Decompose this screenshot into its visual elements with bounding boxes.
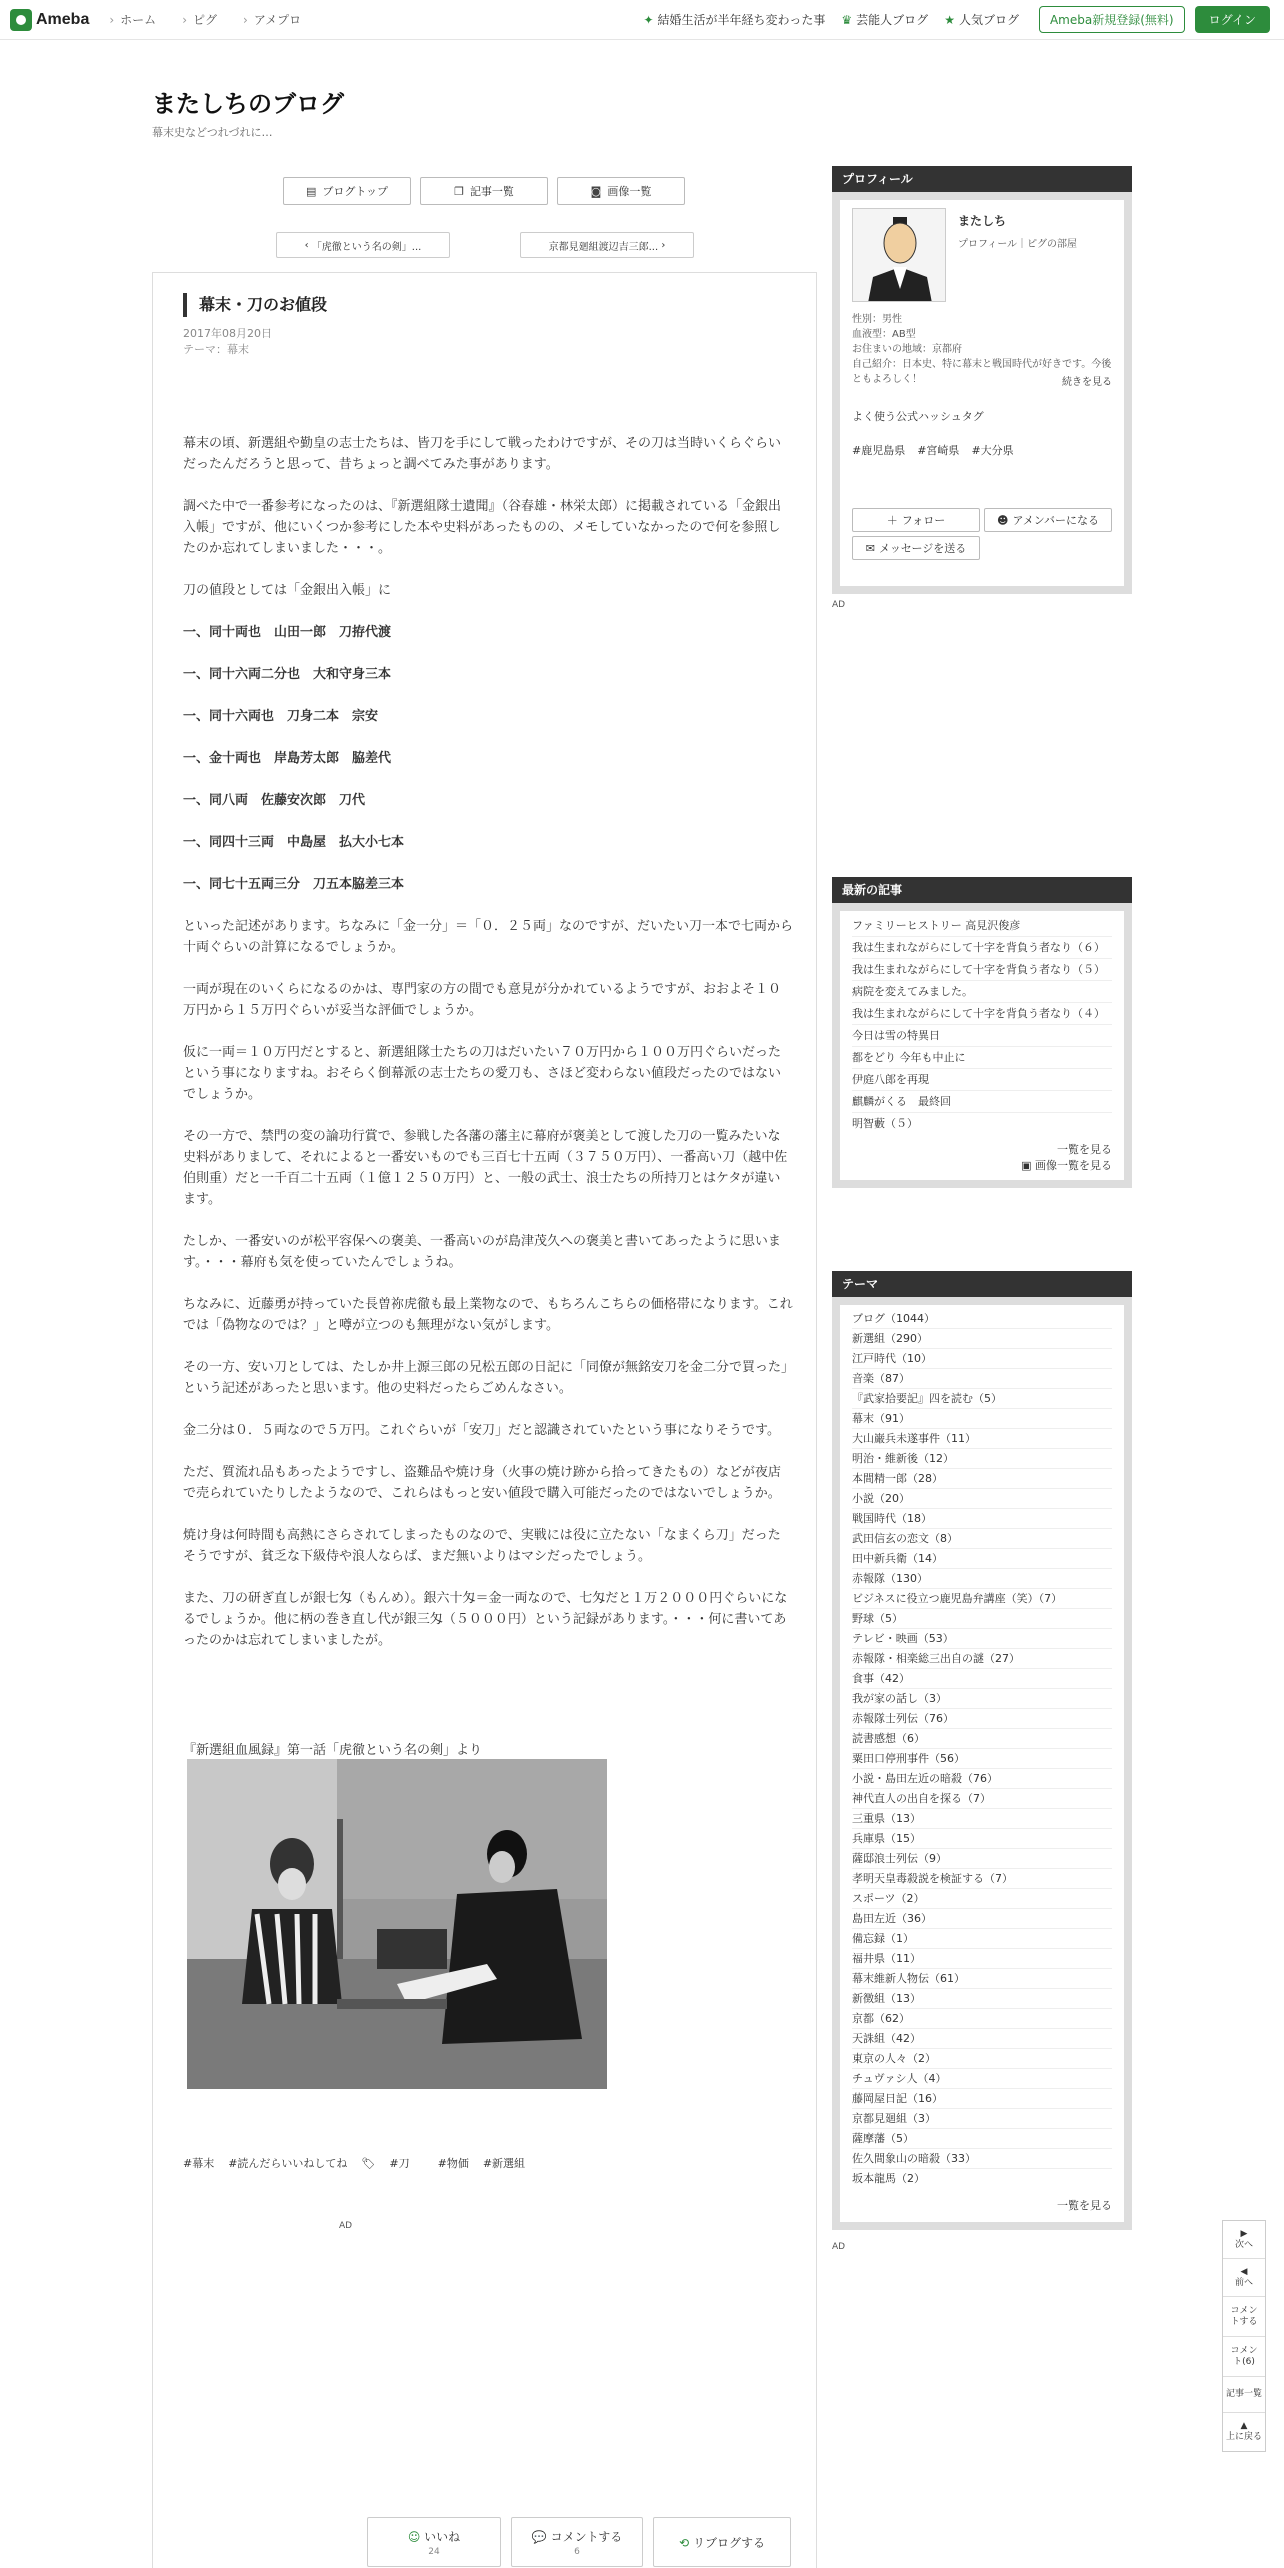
profile-links[interactable]: プロフィール｜ピグの部屋 <box>958 239 1077 250</box>
entry-list-label: 記事一覧 <box>469 185 514 198</box>
comment-write-float[interactable]: コメントする <box>1223 2297 1265 2337</box>
image-list-button[interactable] <box>557 177 685 205</box>
prev-entry-link[interactable] <box>276 232 450 258</box>
image-icon: ▣ <box>1021 1159 1035 1172</box>
hashtag[interactable]: #幕末 <box>183 2157 215 2170</box>
camera-icon: ◙ <box>590 184 602 198</box>
theme-link[interactable]: 島田左近（36） <box>852 1909 1112 1929</box>
back-to-top-float[interactable] <box>1223 2413 1265 2451</box>
next-entry-link[interactable] <box>520 232 694 258</box>
prev-entry-float[interactable] <box>1223 2259 1265 2297</box>
comment-button-row <box>532 2528 622 2545</box>
blog-description: 幕末史などつれづれに… <box>152 126 273 139</box>
mail-icon: ✉ <box>865 541 875 555</box>
recent-entry-link[interactable]: 麒麟がくる 最終回 <box>852 1091 1112 1113</box>
message-label: メッセージを送る <box>878 542 967 555</box>
users-icon: ☻ <box>996 513 1009 527</box>
header-link-trend[interactable] <box>643 11 825 28</box>
theme-link[interactable]: 備忘録（1） <box>852 1929 1112 1949</box>
speech-bubble-icon: 💬 <box>531 2529 547 2544</box>
article-paragraph: 調べた中で一番参考になったのは、『新選組隊士遺聞』（谷春雄・林栄太郎）に掲載されている「金銀出入帳」ですが、他にいくつか参考にした本や史料があったものの、メモしていなかったので何を参照したのか忘れてしまいました・・・。 <box>183 499 782 556</box>
play-icon: ▶ <box>1240 2228 1248 2239</box>
amember-button[interactable] <box>984 508 1112 532</box>
recent-entry-link[interactable]: 我は生まれながらにして十字を背負う者なり（４） <box>852 1003 1112 1025</box>
article-price-line: 一、同十六両二分也 大和守身三本 <box>183 667 392 682</box>
theme-link[interactable]: 福井県（11） <box>852 1949 1112 1969</box>
nav-pigg[interactable]: › ピグ <box>182 11 217 28</box>
profile-hashtags <box>852 442 1112 458</box>
register-button[interactable]: Ameba新規登録(無料) <box>1039 6 1185 33</box>
recent-box <box>832 903 1132 1188</box>
theme-link[interactable]: 兵庫県（15） <box>852 1829 1112 1849</box>
article-price-line: 一、同七十五両三分 刀五本脇差三本 <box>183 877 405 892</box>
header-link-celeb-label: 芸能人ブログ <box>856 13 929 27</box>
recent-entry-link[interactable]: 我は生まれながらにして十字を背負う者なり（５） <box>852 959 1112 981</box>
article-price-line: 一、金十両也 岸島芳太郎 脇差代 <box>183 751 392 766</box>
profile-info <box>958 208 1077 302</box>
sparkle-icon: ✦ <box>643 12 654 27</box>
image-list-label: 画像一覧 <box>607 185 652 198</box>
next-entry-float[interactable] <box>1223 2221 1265 2259</box>
theme-link[interactable]: 江戸時代（10） <box>852 1349 1112 1369</box>
theme-link[interactable]: 食事（42） <box>852 1669 1112 1689</box>
recent-entry-link[interactable]: 病院を変えてみました。 <box>852 981 1112 1003</box>
like-button[interactable] <box>367 2517 501 2567</box>
floating-nav <box>1222 2220 1266 2452</box>
chevron-right-icon: › <box>658 239 666 251</box>
prev-entry-label: 「虎徹という名の剣」... <box>311 241 422 253</box>
article-paragraph: ただ、質流れ品もあったようですし、盗難品や焼け身（火事の焼け跡から拾ってきたもの）などが夜店で売られていたりしたようなので、これらはもっと安い値段で購入可能だったのではないでしょうか。 <box>183 1465 781 1501</box>
hashtag[interactable] <box>361 2155 423 2171</box>
article-paragraph: 刀の値段としては「金銀出入帳」に <box>183 583 392 598</box>
theme-link[interactable]: 薩摩藩（5） <box>852 2129 1112 2149</box>
profile-box <box>832 192 1132 594</box>
theme-link[interactable]: 赤報隊・相楽総三出自の謎（27） <box>852 1649 1112 1669</box>
article-paragraph: 幕末の頃、新選組や勤皇の志士たちは、皆刀を手にして戦ったわけですが、その刀は当時いくらぐらいだったんだろうと思って、昔ちょっと調べてみた事があります。 <box>183 436 782 472</box>
ameba-logo[interactable] <box>10 9 89 31</box>
next-float-label: 次へ <box>1234 2239 1253 2250</box>
nav-home[interactable]: › ホーム <box>109 11 156 28</box>
theme-link[interactable]: 佐久間象山の暗殺（33） <box>852 2149 1112 2169</box>
hashtag[interactable]: #読んだらいいねしてね <box>228 2157 348 2170</box>
star-icon: ★ <box>944 12 955 27</box>
article-paragraph: といった記述があります。ちなみに「金一分」＝「０．２５両」なのですが、だいたい刀一本で七両から十両ぐらいの計算になるでしょうか。 <box>183 919 793 955</box>
theme-link[interactable]: 田中新兵衛（14） <box>852 1549 1112 1569</box>
theme-link[interactable]: 武田信玄の恋文（8） <box>852 1529 1112 1549</box>
back-icon: ◀ <box>1240 2266 1248 2277</box>
article-theme-label: テーマ：幕末 <box>183 343 249 356</box>
side-ad-label-2: AD <box>832 2242 846 2252</box>
hashtag-label: #刀 <box>389 2157 410 2170</box>
profile-intro: 自己紹介：日本史、特に幕末と戦国時代が好きです。今後ともよろしく！ <box>852 359 1112 385</box>
theme-link[interactable]: 神代直人の出自を探る（7） <box>852 1789 1112 1809</box>
header-right <box>627 6 1270 33</box>
theme-link[interactable]: チュヴァシ人（4） <box>852 2069 1112 2089</box>
header-link-popular[interactable] <box>944 11 1019 28</box>
article <box>152 272 817 2568</box>
theme-link[interactable]: 三重県（13） <box>852 1809 1112 1829</box>
theme-link[interactable]: ブログ（1044） <box>852 1309 1112 1329</box>
top-float-label: 上に戻る <box>1225 2432 1262 2442</box>
recent-entries-widget <box>832 877 1132 1188</box>
theme-link[interactable]: 大山巌兵未遂事件（11） <box>852 1429 1112 1449</box>
film-still-image <box>187 1759 607 2089</box>
profile-header: プロフィール <box>832 166 1132 192</box>
nav-amepro[interactable]: › アメプロ <box>243 11 301 28</box>
login-button[interactable]: ログイン <box>1195 6 1270 33</box>
profile-name[interactable]: またしち <box>958 214 1007 228</box>
profile-hashtag[interactable]: #大分県 <box>971 444 1014 457</box>
blog-top-label: ブログトップ <box>322 185 389 198</box>
theme-link[interactable]: 薩邸浪士列伝（9） <box>852 1849 1112 1869</box>
theme-link[interactable]: 孝明天皇毒殺説を検証する（7） <box>852 1869 1112 1889</box>
ameba-logo-icon <box>10 9 32 31</box>
hashtag[interactable]: #物価 <box>437 2157 469 2170</box>
theme-link[interactable]: 音楽（87） <box>852 1369 1112 1389</box>
themes-header: テーマ <box>832 1271 1132 1297</box>
theme-link[interactable]: 明治・維新後（12） <box>852 1449 1112 1469</box>
recent-entry-link[interactable]: 伊庭八郎を再現 <box>852 1069 1112 1091</box>
entry-list-button[interactable] <box>420 177 548 205</box>
next-entry-label: 京都見廻組渡辺吉三郎... <box>548 241 659 253</box>
like-count: 24 <box>428 2546 440 2557</box>
recent-images-label: 画像一覧を見る <box>1035 1159 1112 1172</box>
up-arrow-icon: ▲ <box>1240 2421 1248 2431</box>
blog-top-button[interactable] <box>283 177 411 205</box>
article-paragraph: 仮に一両＝１０万円だとすると、新選組隊士たちの刀はだいたい７０万円から１００万円ぐらいだったという事になりますね。おそらく倒幕派の志士たちの愛刀も、さほど変わらない値段だったのではないでしょうか。 <box>183 1045 782 1102</box>
theme-link[interactable]: 京都見廻組（3） <box>852 2109 1112 2129</box>
theme-link[interactable]: 新徴組（13） <box>852 1989 1112 2009</box>
samurai-avatar-image <box>853 209 946 302</box>
theme-link[interactable]: 赤報隊士列伝（76） <box>852 1709 1112 1729</box>
header-link-celeb[interactable] <box>841 11 928 28</box>
recent-entry-link[interactable]: 明智藪（５） <box>852 1117 918 1130</box>
theme-link[interactable]: 新選組（290） <box>852 1329 1112 1349</box>
comment-label: コメントする <box>550 2529 623 2544</box>
follow-button[interactable] <box>852 508 980 532</box>
crown-icon: ♛ <box>841 12 853 27</box>
reblog-icon: ⟲ <box>679 2535 690 2550</box>
themes-more-wrap <box>840 2190 1124 2222</box>
article-price-line: 一、同四十三両 中島屋 払大小七本 <box>183 835 405 850</box>
blog-title[interactable]: またしちのブログ <box>152 90 344 118</box>
theme-link[interactable]: 小説（20） <box>852 1489 1112 1509</box>
theme-link[interactable]: テレビ・映画（53） <box>852 1629 1112 1649</box>
profile-widget <box>832 166 1132 610</box>
global-header <box>0 0 1284 40</box>
recent-more-link[interactable]: 一覧を見る <box>1057 1143 1112 1156</box>
profile-inner <box>840 200 1124 586</box>
ad-label: AD <box>339 2221 353 2231</box>
themes-widget <box>832 1271 1132 2252</box>
recent-entry-link[interactable]: 都をどり 今年も中止に <box>852 1047 1112 1069</box>
prev-float-label: 前へ <box>1234 2277 1253 2288</box>
article-paragraph: その一方、安い刀としては、たしか井上源三郎の兄松五郎の日記に「同僚が無銘安刀を金二分で買った」という記述があったと思います。他の史料だったらごめんなさい。 <box>183 1360 788 1396</box>
recent-entry-link[interactable]: 今日は雪の特異日 <box>852 1025 1112 1047</box>
theme-link[interactable]: ビジネスに役立つ鹿児島弁講座（笑）（7） <box>852 1589 1112 1609</box>
like-button-row <box>408 2528 460 2545</box>
hashtag-title: よく使う公式ハッシュタグ <box>852 410 984 423</box>
profile-gender: 性別：男性 <box>852 314 902 325</box>
follow-label: フォロー <box>901 514 946 527</box>
article-actions <box>367 2517 801 2567</box>
theme-link[interactable]: 東京の人々（2） <box>852 2049 1112 2069</box>
article-paragraph: 焼け身は何時間も高熱にさらされてしまったものなので、実戦には役に立たない「なまくら刀」だったそうですが、貧乏な下級侍や浪人ならば、まだ無いよりはマシだったでしょう。 <box>183 1528 781 1564</box>
recent-images-link[interactable] <box>852 1158 1112 1174</box>
reblog-button-row <box>679 2534 765 2551</box>
theme-link[interactable]: 幕末（91） <box>852 1409 1112 1429</box>
comment-count: 6 <box>574 2546 580 2557</box>
recent-header: 最新の記事 <box>832 877 1132 903</box>
ameba-logo-text: Ameba <box>36 10 90 28</box>
message-button[interactable] <box>852 536 980 560</box>
themes-list <box>840 1305 1124 2190</box>
theme-link[interactable]: 小説・島田左近の暗殺（76） <box>852 1769 1112 1789</box>
header-link-popular-label: 人気ブログ <box>958 13 1019 27</box>
themes-more-link[interactable]: 一覧を見る <box>1057 2199 1112 2212</box>
smile-icon: ☺ <box>407 2529 421 2544</box>
article-price-line: 一、同八両 佐藤安次郎 刀代 <box>183 793 366 808</box>
entry-list-float[interactable]: 記事一覧 <box>1223 2377 1265 2413</box>
theme-link[interactable]: 戦国時代（18） <box>852 1509 1112 1529</box>
document-icon: ▤ <box>305 184 317 198</box>
theme-link[interactable]: 粟田口停刑事件（56） <box>852 1749 1112 1769</box>
themes-box <box>832 1297 1132 2230</box>
theme-link[interactable]: 幕末維新人物伝（61） <box>852 1969 1112 1989</box>
theme-link[interactable]: 京都（62） <box>852 2009 1112 2029</box>
profile-top <box>852 208 1112 302</box>
side-ad-label: AD <box>832 600 846 610</box>
theme-link[interactable]: 坂本龍馬（2） <box>852 2172 925 2185</box>
global-nav <box>109 11 327 28</box>
chevron-left-icon: ‹ <box>304 239 312 251</box>
theme-link[interactable]: 『武家拾要記』四を読む（5） <box>852 1389 1112 1409</box>
recent-list <box>840 911 1124 1142</box>
recent-entry-link[interactable]: 我は生まれながらにして十字を背負う者なり（６） <box>852 937 1112 959</box>
reblog-button[interactable] <box>653 2517 791 2567</box>
comment-count-float[interactable]: コメント(6) <box>1223 2337 1265 2377</box>
article-photo[interactable] <box>187 1759 607 2089</box>
profile-blood-type: 血液型：AB型 <box>852 329 916 340</box>
plus-icon: ＋ <box>886 514 898 527</box>
article-paragraph: たしか、一番安いのが松平容保への褒美、一番高いのが島津茂久への褒美と書いてあったように思います。・・・幕府も気を使っていたんでしょうね。 <box>183 1234 781 1270</box>
profile-hashtag[interactable]: #宮崎県 <box>917 444 960 457</box>
article-title[interactable]: 幕末・刀のお値段 <box>183 293 327 317</box>
article-paragraph: また、刀の研ぎ直しが銀七匁（もんめ）。銀六十匁＝金一両なので、七匁だと１万２０００円ぐらいになるでしょうか。他に柄の巻き直し代が銀三匁（５０００円）という記録があります。・・・何に書いてあったのかは忘れてしまいましたが。 <box>183 1591 788 1648</box>
reblog-label: リブログする <box>692 2535 765 2550</box>
profile-more-link[interactable]: 続きを見る <box>1062 377 1112 388</box>
profile-location: お住まいの地域：京都府 <box>852 344 962 355</box>
profile-hashtag[interactable]: #鹿児島県 <box>852 444 906 457</box>
article-date: 2017年08月20日 <box>183 327 272 340</box>
profile-buttons <box>852 508 1112 564</box>
theme-link[interactable]: 赤報隊（130） <box>852 1569 1112 1589</box>
theme-link[interactable]: 本間精一郎（28） <box>852 1469 1112 1489</box>
article-paragraph: ちなみに、近藤勇が持っていた長曽祢虎徹も最上業物なので、もちろんこちらの価格帯になります。これでは「偽物なのでは？」と噂が立つのも無理がない気がします。 <box>183 1297 793 1333</box>
article-body <box>183 433 793 1672</box>
like-label: いいね <box>424 2529 461 2544</box>
theme-link[interactable]: 読書感想（6） <box>852 1729 1112 1749</box>
article-paragraph: 金二分は０．５両なので５万円。これぐらいが「安刀」だと認識されていたという事になりそうです。 <box>183 1423 780 1438</box>
hashtag-list <box>183 2155 539 2171</box>
theme-link[interactable]: 野球（5） <box>852 1609 1112 1629</box>
theme-link[interactable]: スポーツ（2） <box>852 1889 1112 1909</box>
blog-subnav <box>283 177 694 205</box>
copy-icon: ❐ <box>454 184 464 198</box>
comment-button[interactable] <box>511 2517 643 2567</box>
amember-label: アメンバーになる <box>1012 514 1100 527</box>
hashtag[interactable]: #新選組 <box>482 2157 526 2170</box>
avatar[interactable] <box>852 208 946 302</box>
photo-caption: 『新選組血風録』第一話「虎徹という名の剣」より <box>183 1743 483 1758</box>
tag-icon: 🏷 <box>361 2157 376 2170</box>
header-link-trend-label: 結婚生活が半年経ち変わった事 <box>657 13 826 27</box>
article-paragraph: その一方で、禁門の変の論功行賞で、参戦した各藩の藩主に幕府が褒美として渡した刀の一覧みたいな史料がありまして、それによると一番安いものでも三百七十五両（３７５０万円）、一番高い刀（越中佐伯則重）だと一千百二十五両（１億１２５０万円）と、一般の武士、浪士たちの所持刀とはケタが違います。 <box>183 1129 788 1207</box>
article-price-line: 一、同十両也 山田一郎 刀拵代渡 <box>183 625 392 640</box>
theme-link[interactable]: 藤岡屋日記（16） <box>852 2089 1112 2109</box>
article-theme[interactable] <box>183 341 249 357</box>
article-price-line: 一、同十六両也 刀身二本 宗安 <box>183 709 379 724</box>
theme-link[interactable]: 天誅組（42） <box>852 2029 1112 2049</box>
recent-entry-link[interactable]: ファミリーヒストリー 高見沢俊彦 <box>852 915 1112 937</box>
article-paragraph: 一両が現在のいくらになるのかは、専門家の方の間でも意見が分かれているようですが、おおよそ１０万円から１５万円ぐらいが妥当な評価でしょうか。 <box>183 982 782 1018</box>
recent-more-wrap <box>840 1142 1124 1180</box>
entry-pager <box>276 232 694 258</box>
theme-link[interactable]: 我が家の話し（3） <box>852 1689 1112 1709</box>
